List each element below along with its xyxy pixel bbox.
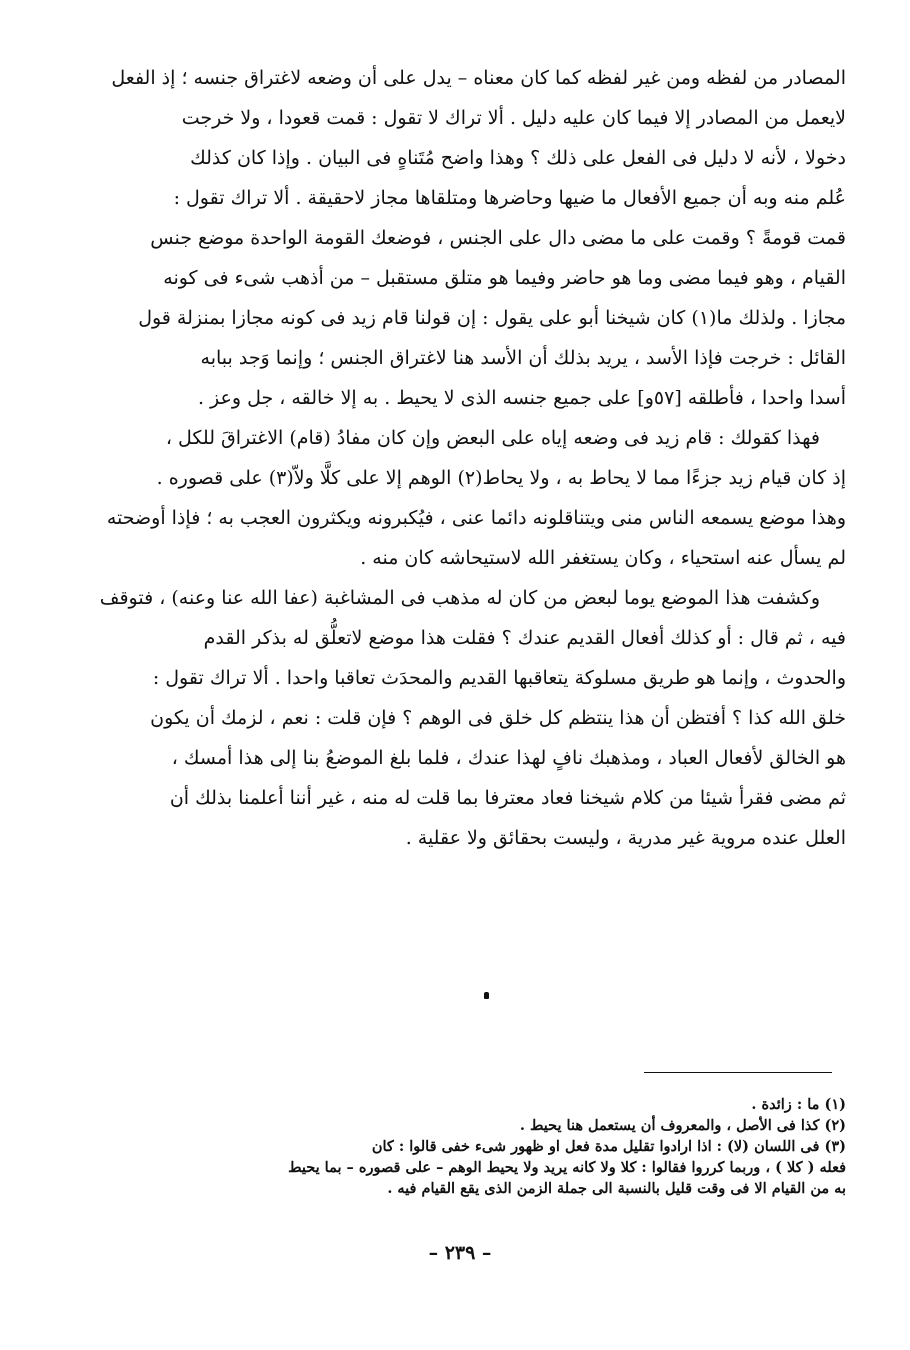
text-line: قمت قومةً ؟ وقمت على ما مضى دال على الجنس ، فوضعك القومة الواحدة موضع جنس (150, 227, 846, 249)
text-line: والحدوث ، وإنما هو طريق مسلوكة يتعاقبها القديم والمحدَث تعاقبا واحدا . ألا تراك تقول : (152, 667, 846, 689)
text-line: فيه ، ثم قال : أو كذلك أفعال القديم عندك ؟ فقلت هذا موضع لاتعلُّق له بذكر القدم (203, 627, 846, 649)
text-line: القائل : خرجت فإذا الأسد ، يريد بذلك أن الأسد هنا لاغتراق الجنس ؛ وإنما وَجد ببابه (200, 347, 846, 369)
ink-mark (484, 992, 489, 999)
text-line: عُلم منه وبه أن جميع الأفعال ما ضيها وحاضرها ومتلقاها مجاز لاحقيقة . ألا تراك تقول : (173, 187, 846, 209)
text-line: مجازا . ولذلك ما(١) كان شيخنا أبو على يقول : إن قولنا قام زيد فى كونه مجازا بمنزلة قول (138, 307, 846, 329)
text-line: وهذا موضع يسمعه الناس منى ويتناقلونه دائما عنى ، فيُكبرونه ويكثرون العجب به ؛ فإذا أوضحته (106, 507, 846, 529)
footnote-line: (١) ما : زائدة . (751, 1096, 846, 1113)
footnote-line: فعله ( كلا ) ، وربما كرروا فقالوا : كلا ولا كانه يريد ولا يحيط الوهم – على قصوره – بما يحيط (288, 1159, 846, 1176)
text-line: القيام ، وهو فيما مضى وما هو حاضر وفيما هو متلق مستقبل – من أذهب شىء فى كونه (163, 267, 846, 289)
text-line: المصادر من لفظه ومن غير لفظه كما كان معناه – يدل على أن وضعه لاغتراق جنسه ؛ إذ الفعل (111, 67, 846, 89)
footnote-separator (644, 1072, 832, 1073)
text-line: هو الخالق لأفعال العباد ، ومذهبك نافٍ لهذا عندك ، فلما بلغ الموضعُ بنا إلى هذا أمسك ، (171, 747, 846, 769)
text-line: العلل عنده مروية غير مدرية ، وليست بحقائق ولا عقلية . (405, 827, 846, 849)
paragraph-start-line: وكشفت هذا الموضع يوما لبعض من كان له مذهب فى المشاغبة (عفا الله عنا وعنه) ، فتوقف (100, 587, 820, 609)
main-text (100, 58, 846, 858)
text-line: دخولا ، لأنه لا دليل فى الفعل على ذلك ؟ وهذا واضح مُتَناهٍ فى البيان . وإذا كان كذلك (190, 147, 846, 169)
text-line: خلق الله كذا ؟ أفتظن أن هذا ينتظم كل خلق فى الوهم ؟ فإن قلت : نعم ، لزمك أن يكون (150, 707, 846, 729)
footnote-line: (٢) كذا فى الأصل ، والمعروف أن يستعمل هنا يحيط . (519, 1117, 846, 1134)
footnote-line: (٣) فى اللسان (لا) : اذا ارادوا تقليل مدة فعل او ظهور شىء خفى قالوا : كان (371, 1138, 846, 1155)
text-line: ثم مضى فقرأ شيئا من كلام شيخنا فعاد معترفا بما قلت له منه ، غير أننا أعلمنا بذلك أن (169, 787, 846, 809)
page-number: – ٢٣٩ – (428, 1242, 492, 1264)
text-line: إذ كان قيام زيد جزءًا مما لا يحاط به ، ولا يحاط(٢) الوهم إلا على كلَّا ولاّ(٣) على قصوره . (156, 467, 846, 489)
footnote-line: به من القيام الا فى وقت قليل بالنسبة الى جملة الزمن الذى يقع القيام فيه . (387, 1180, 846, 1197)
text-line: لم يسأل عنه استحياء ، وكان يستغفر الله لاستيحاشه كان منه . (360, 547, 846, 569)
text-line: لايعمل من المصادر إلا فيما كان عليه دليل . ألا تراك لا تقول : قمت قعودا ، ولا خرجت (181, 107, 846, 129)
paragraph-start-line: فهذا كقولك : قام زيد فى وضعه إياه على البعض وإن كان مفادُ (قام) الاغتراقَ للكل ، (165, 427, 820, 449)
text-line: أسدا واحدا ، فأطلقه [٥٧و] على جميع جنسه الذى لا يحيط . به إلا خالقه ، جل وعز . (197, 387, 846, 409)
footnotes (104, 1094, 846, 1199)
